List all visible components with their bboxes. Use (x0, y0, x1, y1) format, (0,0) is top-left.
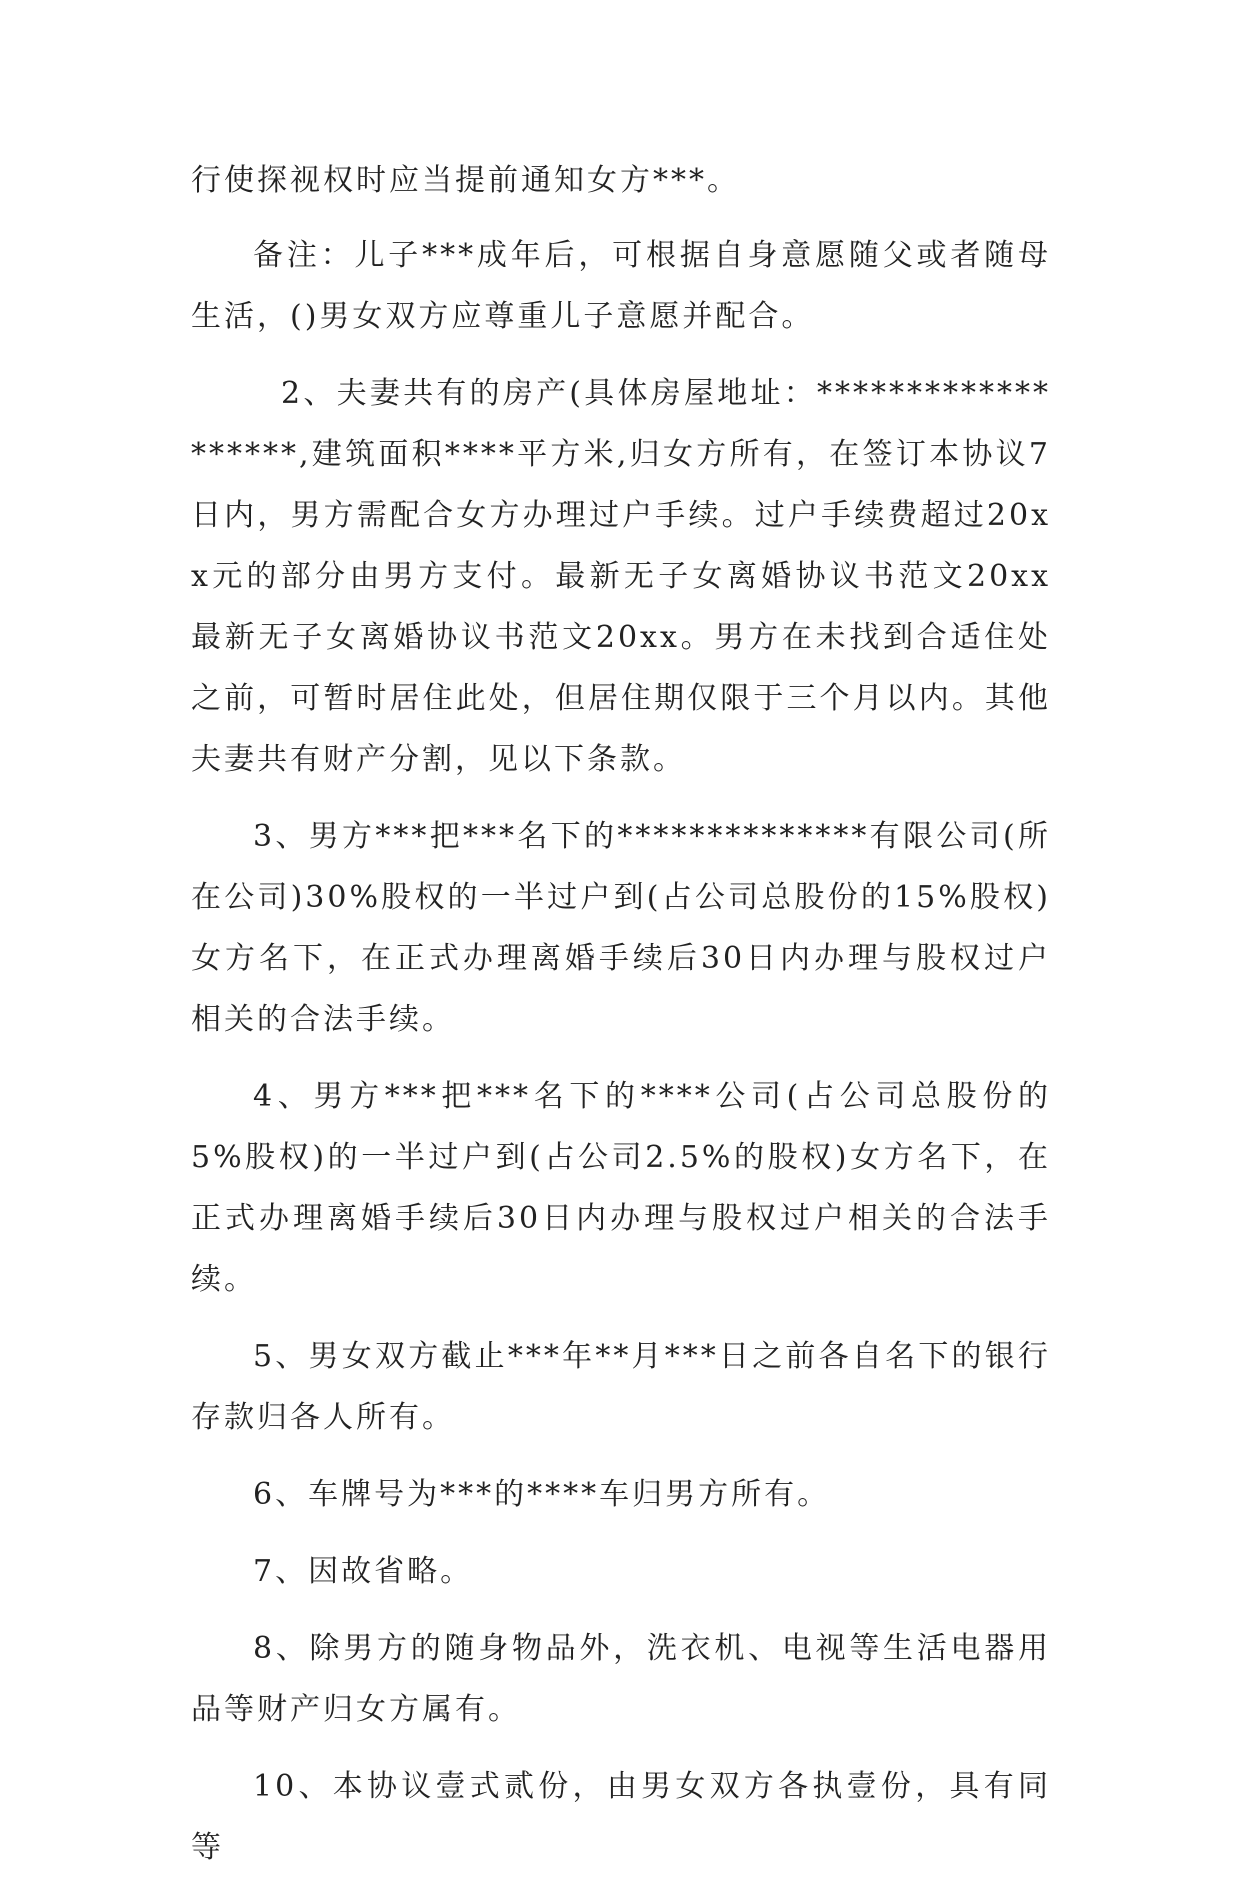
paragraph-clause-5-deposits: 5、男女双方截止***年**月***日之前各自名下的银行存款归各人所有。 (191, 1339, 1051, 1435)
paragraph-clause-7-omitted: 7、因故省略。 (253, 1554, 474, 1589)
paragraph-clause-3-equity: 3、男方***把***名下的**************有限公司(所在公司)30%股权的一半过户到(占公司总股份的15%股权)女方名下，在正式办理离婚手续后30日内办理与股权过户相关的合法手续。 (191, 819, 1051, 1037)
paragraph-clause-8-appliances: 8、除男方的随身物品外，洗衣机、电视等生活电器用品等财产归女方属有。 (191, 1631, 1051, 1727)
paragraph-clause-4-equity: 4、男方***把***名下的****公司(占公司总股份的5%股权)的一半过户到(占公司2.5%的股权)女方名下，在正式办理离婚手续后30日内办理与股权过户相关的合法手续。 (191, 1079, 1051, 1297)
paragraph-clause-6-vehicle: 6、车牌号为***的****车归男方所有。 (253, 1477, 831, 1512)
paragraph-clause-2-property: 2、夫妻共有的房产(具体房屋地址：*******************,建筑面积****平方米,归女方所有，在签订本协议7日内，男方需配合女方办理过户手续。过户手续费超过20xx元的部分由男方支付。最新无子女离婚协议书范文20xx最新无子女离婚协议书范文20xx。男方在未找到合适住处之前，可暂时居住此处，但居住期仅限于三个月以内。其他夫妻共有财产分割，见以下条款。 (191, 376, 1051, 777)
document-body (191, 150, 1051, 1894)
paragraph-clause-10-copies: 10、本协议壹式贰份，由男女双方各执壹份，具有同等 (191, 1769, 1051, 1865)
paragraph-visitation-notice: 行使探视权时应当提前通知女方***。 (191, 163, 740, 198)
paragraph-remark-son: 备注：儿子***成年后，可根据自身意愿随父或者随母生活，()男女双方应尊重儿子意愿并配合。 (191, 238, 1051, 334)
